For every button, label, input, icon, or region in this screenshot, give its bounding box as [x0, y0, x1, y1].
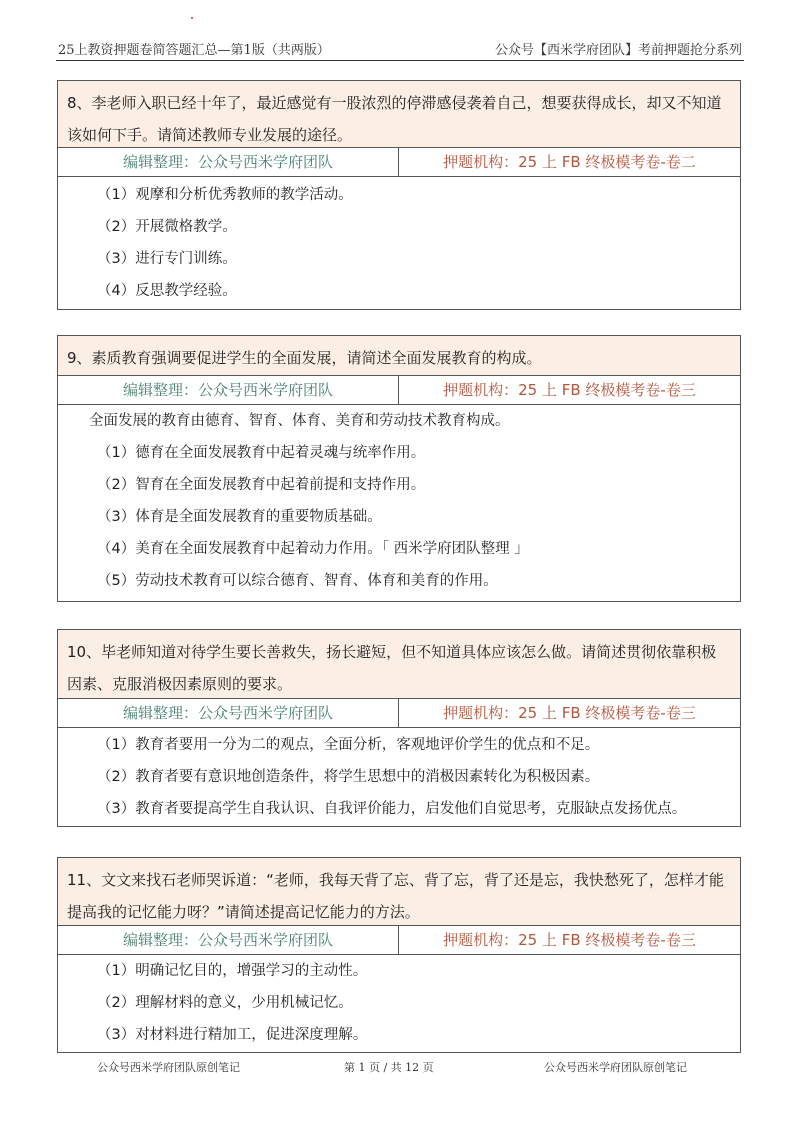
footer-left-text: 公众号西米学府团队原创笔记 — [97, 1061, 240, 1074]
answer-intro: 全面发展的教育由德育、智育、体育、美育和劳动技术教育构成。 — [89, 413, 510, 429]
answer-list — [58, 405, 740, 601]
answer-list — [58, 728, 740, 826]
editor-label: 编辑整理：公众号西米学府团队 — [58, 148, 399, 176]
question-card-8 — [57, 80, 741, 310]
answer-item: （2）教育者要有意识地创造条件，将学生思想中的消极因素转化为积极因素。 — [97, 769, 600, 785]
page-header — [56, 36, 744, 61]
answer-item: （4）美育在全面发展教育中起着动力作用。「 西米学府团队整理 」 — [97, 541, 529, 557]
editor-label: 编辑整理：公众号西米学府团队 — [58, 926, 399, 954]
question-card-10 — [57, 629, 741, 827]
answer-item: （2）智育在全面发展教育中起着前提和支持作用。 — [97, 477, 426, 493]
header-left-text: 25上教资押题卷简答题汇总—第1版（共两版） — [58, 43, 330, 58]
source-label: 押题机构：25 上 FB 终极模考卷-卷三 — [443, 381, 696, 399]
question-card-11 — [57, 857, 741, 1053]
answer-item: （1）德育在全面发展教育中起着灵魂与统率作用。 — [97, 445, 426, 461]
source-label: 押题机构：25 上 FB 终极模考卷-卷二 — [443, 153, 696, 171]
editor-label: 编辑整理：公众号西米学府团队 — [58, 376, 399, 404]
answer-item: （1）明确记忆目的，增强学习的主动性。 — [97, 963, 368, 979]
question-title: 11、文文来找石老师哭诉道：“老师，我每天背了忘、背了忘，背了还是忘，我快愁死了，怎样才能提高我的记忆能力呀？”请简述提高记忆能力的方法。 — [58, 858, 740, 926]
question-title: 8、李老师入职已经十年了，最近感觉有一股浓烈的停滞感侵袭着自己，想要获得成长，却又不知道该如何下手。请简述教师专业发展的途径。 — [58, 81, 740, 148]
answer-item: （3）进行专门训练。 — [97, 251, 237, 267]
source-label: 押题机构：25 上 FB 终极模考卷-卷三 — [443, 704, 696, 722]
question-info-row — [58, 376, 740, 405]
answer-item: （2）开展微格教学。 — [97, 219, 237, 235]
question-info-row — [58, 148, 740, 177]
question-info-row — [58, 699, 740, 728]
source-label: 押题机构：25 上 FB 终极模考卷-卷三 — [443, 931, 696, 949]
header-right-text: 公众号【西米学府团队】考前押题抢分系列 — [494, 43, 742, 58]
answer-list — [58, 955, 740, 1052]
answer-item: （4）反思教学经验。 — [97, 283, 237, 299]
answer-item: （1）教育者要用一分为二的观点，全面分析，客观地评价学生的优点和不足。 — [97, 737, 600, 753]
answer-item: （3）对材料进行精加工，促进深度理解。 — [97, 1027, 368, 1043]
answer-item: （1）观摩和分析优秀教师的教学活动。 — [97, 187, 353, 203]
red-dot-mark — [191, 17, 193, 19]
footer-right-text: 公众号西米学府团队原创笔记 — [544, 1061, 687, 1074]
question-card-9 — [57, 335, 741, 602]
question-info-row — [58, 926, 740, 955]
question-title: 9、素质教育强调要促进学生的全面发展，请简述全面发展教育的构成。 — [58, 336, 740, 376]
page-footer — [0, 1059, 800, 1077]
answer-item: （3）教育者要提高学生自我认识、自我评价能力，启发他们自觉思考，克服缺点发扬优点。 — [97, 801, 687, 817]
editor-label: 编辑整理：公众号西米学府团队 — [58, 699, 399, 727]
question-title: 10、毕老师知道对待学生要长善救失，扬长避短，但不知道具体应该怎么做。请简述贯彻依靠积极因素、克服消极因素原则的要求。 — [58, 630, 740, 699]
answer-item: （2）理解材料的意义，少用机械记忆。 — [97, 995, 353, 1011]
answer-item: （5）劳动技术教育可以综合德育、智育、体育和美育的作用。 — [97, 573, 498, 589]
answer-list — [58, 177, 740, 309]
page-number: 第 1 页 / 共 12 页 — [344, 1061, 434, 1074]
answer-item: （3）体育是全面发展教育的重要物质基础。 — [97, 509, 382, 525]
